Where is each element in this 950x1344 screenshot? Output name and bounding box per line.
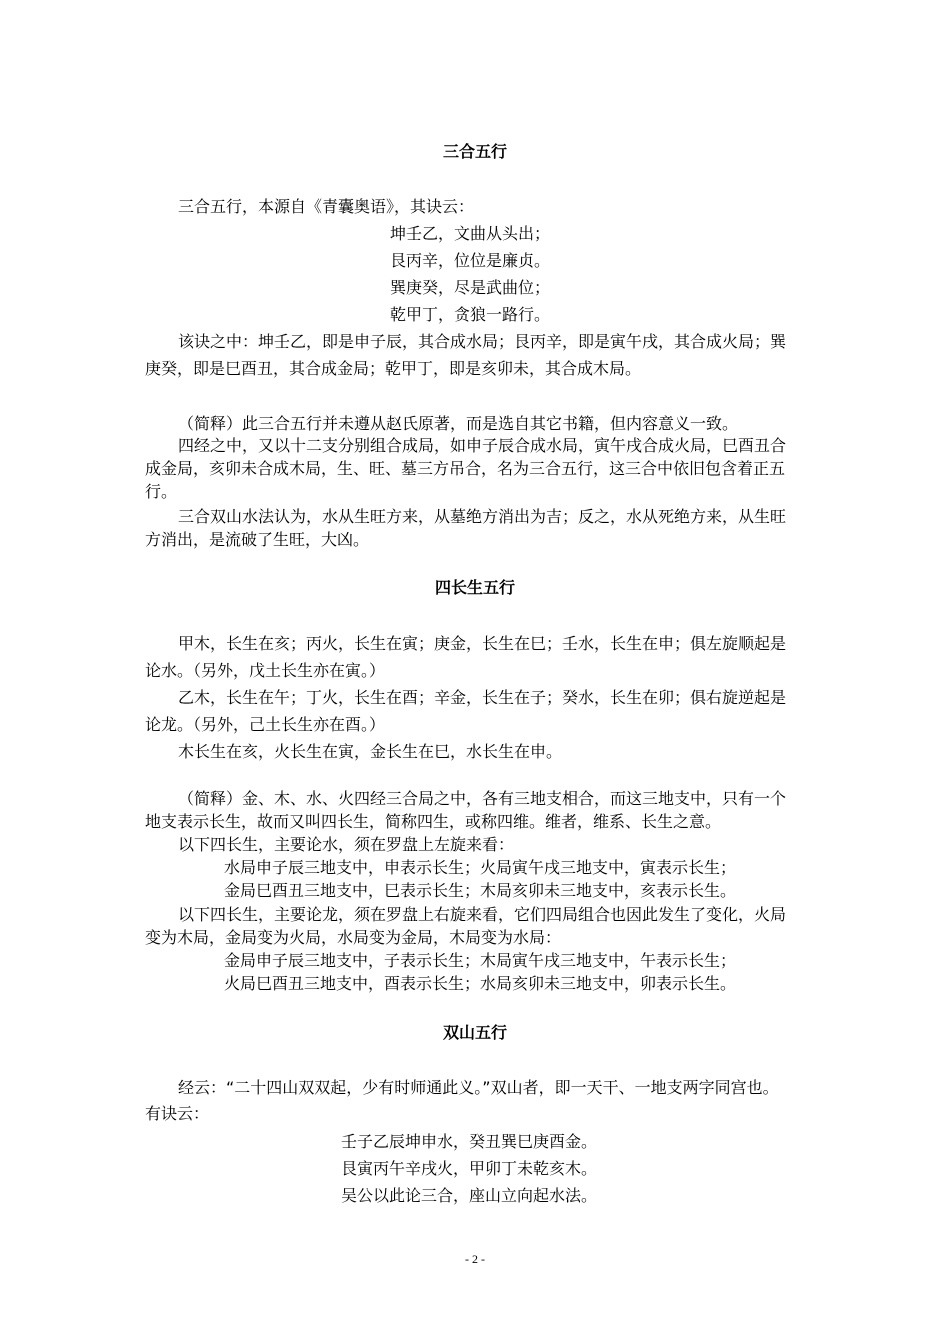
verse-line: 乾甲丁，贪狼一路行。: [390, 305, 551, 324]
paragraph-line: 以下四长生，主要论龙，须在罗盘上右旋来看，它们四局组合也因此发生了变化，火局: [178, 905, 787, 924]
paragraph-line: （简释）此三合五行并未遵从赵氏原著，而是选自其它书籍，但内容意义一致。: [178, 414, 739, 433]
page-number: - 2 -: [465, 1252, 485, 1266]
paragraph-line: （简释）金、木、水、火四经三合局之中，各有三地支相合，而这三地支中，只有一个: [178, 789, 787, 808]
paragraph-line: 四经之中，又以十二支分别组合成局，如申子辰合成水局，寅午戌合成火局，巳酉丑合: [178, 436, 787, 455]
paragraph-line: 变为木局，金局变为火局，水局变为金局，木局变为水局：: [145, 928, 562, 947]
indented-line: 金局巳酉丑三地支中，巳表示长生；木局亥卯未三地支中，亥表示长生。: [224, 881, 737, 900]
paragraph-line: 该诀之中：坤壬乙，即是申子辰，其合成水局；艮丙辛，即是寅午戌，其合成火局；巽: [178, 332, 787, 351]
section-title-sanhe: 三合五行: [442, 142, 507, 161]
verse-line: 艮丙辛，位位是廉贞。: [390, 251, 551, 270]
indented-line: 火局巳酉丑三地支中，酉表示长生；水局亥卯未三地支中，卯表示长生。: [224, 974, 737, 993]
indented-line: 金局申子辰三地支中，子表示长生；木局寅午戌三地支中，午表示长生；: [224, 951, 737, 970]
paragraph-line: 经云：“二十四山双双起，少有时师通此义。”双山者，即一天干、一地支两字同宫也。: [178, 1078, 779, 1097]
verse-line: 艮寅丙午辛戌火，甲卯丁未乾亥木。: [341, 1159, 598, 1178]
paragraph-line: 行。: [145, 482, 178, 501]
paragraph-line: 三合双山水法认为，水从生旺方来，从墓绝方消出为吉；反之，水从死绝方来，从生旺: [178, 507, 787, 526]
paragraph-line: 庚癸，即是巳酉丑，其合成金局；乾甲丁，即是亥卯未，其合成木局。: [145, 359, 642, 378]
paragraph-line: 成金局，亥卯未合成木局，生、旺、墓三方吊合，名为三合五行，这三合中依旧包含着正五: [145, 459, 786, 478]
verse-line: 吴公以此论三合，座山立向起水法。: [341, 1186, 598, 1205]
verse-line: 壬子乙辰坤申水，癸丑巽巳庚酉金。: [341, 1132, 598, 1151]
section-title-sichangsheng: 四长生五行: [434, 578, 515, 597]
paragraph-line: 有诀云：: [145, 1104, 210, 1123]
paragraph-line: 甲木，长生在亥；丙火，长生在寅；庚金，长生在巳；壬水，长生在申；俱左旋顺起是: [178, 634, 787, 653]
verse-line: 坤壬乙，文曲从头出；: [390, 224, 551, 243]
paragraph-line: 方消出，是流破了生旺，大凶。: [145, 530, 370, 549]
indented-line: 水局申子辰三地支中，申表示长生；火局寅午戌三地支中，寅表示长生；: [224, 858, 737, 877]
section-title-shuangshan: 双山五行: [442, 1023, 507, 1042]
paragraph-line: 以下四长生，主要论水，须在罗盘上左旋来看：: [178, 835, 515, 854]
verse-line: 巽庚癸，尽是武曲位；: [390, 278, 551, 297]
paragraph-line: 论水。（另外，戊土长生亦在寅。）: [145, 661, 386, 680]
paragraph-line: 地支表示长生，故而又叫四长生，简称四生，或称四维。维者，维系、长生之意。: [145, 812, 722, 831]
paragraph-line: 论龙。（另外，己土长生亦在酉。）: [145, 715, 386, 734]
paragraph-line: 乙木，长生在午；丁火，长生在酉；辛金，长生在子；癸水，长生在卯；俱右旋逆起是: [178, 688, 787, 707]
paragraph-line: 木长生在亥，火长生在寅，金长生在巳，水长生在申。: [178, 742, 563, 761]
paragraph-line: 三合五行，本源自《青囊奥语》，其诀云：: [178, 197, 475, 216]
